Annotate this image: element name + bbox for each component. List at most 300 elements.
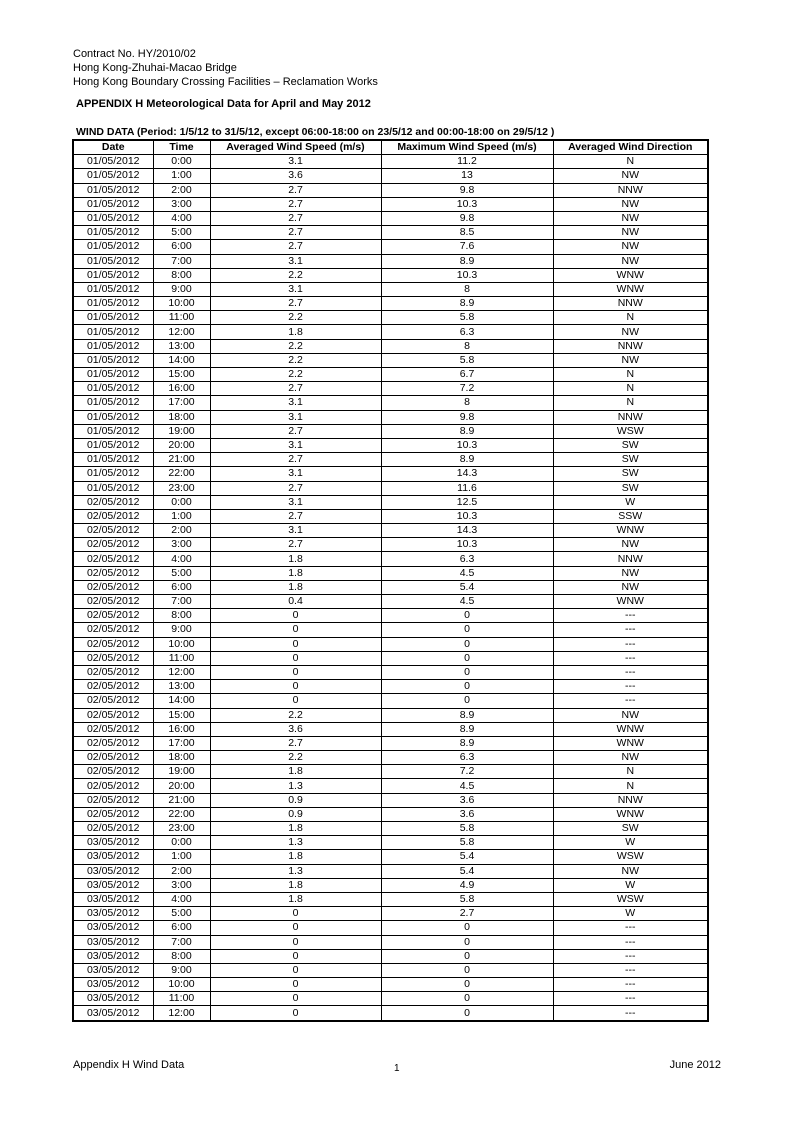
column-header-max-speed: Maximum Wind Speed (m/s) <box>381 140 553 155</box>
table-row <box>73 183 708 197</box>
date-cell: 01/05/2012 <box>73 197 153 211</box>
table-body <box>73 155 708 1021</box>
table-row <box>73 254 708 268</box>
date-cell: 01/05/2012 <box>73 282 153 296</box>
avg-speed-cell: 3.6 <box>210 169 381 183</box>
max-speed-cell: 8.5 <box>381 226 553 240</box>
date-cell: 03/05/2012 <box>73 992 153 1006</box>
max-speed-cell: 10.3 <box>381 538 553 552</box>
max-speed-cell: 9.8 <box>381 183 553 197</box>
table-row <box>73 509 708 523</box>
max-speed-cell: 0 <box>381 637 553 651</box>
date-cell: 03/05/2012 <box>73 935 153 949</box>
footer-left: Appendix H Wind Data <box>73 1059 185 1071</box>
date-cell: 02/05/2012 <box>73 708 153 722</box>
time-cell: 22:00 <box>153 467 210 481</box>
direction-cell: --- <box>553 623 708 637</box>
max-speed-cell: 8.9 <box>381 708 553 722</box>
date-cell: 01/05/2012 <box>73 339 153 353</box>
direction-cell: N <box>553 382 708 396</box>
max-speed-cell: 8 <box>381 282 553 296</box>
time-cell: 10:00 <box>153 978 210 992</box>
max-speed-cell: 7.2 <box>381 382 553 396</box>
max-speed-cell: 4.5 <box>381 566 553 580</box>
max-speed-cell: 5.8 <box>381 353 553 367</box>
table-row <box>73 339 708 353</box>
max-speed-cell: 3.6 <box>381 807 553 821</box>
direction-cell: WSW <box>553 424 708 438</box>
direction-cell: WNW <box>553 807 708 821</box>
max-speed-cell: 0 <box>381 680 553 694</box>
max-speed-cell: 8.9 <box>381 297 553 311</box>
date-cell: 01/05/2012 <box>73 325 153 339</box>
time-cell: 20:00 <box>153 438 210 452</box>
direction-cell: --- <box>553 978 708 992</box>
direction-cell: SW <box>553 438 708 452</box>
avg-speed-cell: 2.7 <box>210 382 381 396</box>
time-cell: 4:00 <box>153 211 210 225</box>
avg-speed-cell: 3.1 <box>210 467 381 481</box>
avg-speed-cell: 1.8 <box>210 566 381 580</box>
table-row <box>73 793 708 807</box>
avg-speed-cell: 0 <box>210 623 381 637</box>
table-row <box>73 566 708 580</box>
avg-speed-cell: 0 <box>210 651 381 665</box>
time-cell: 23:00 <box>153 481 210 495</box>
time-cell: 3:00 <box>153 878 210 892</box>
direction-cell: WNW <box>553 268 708 282</box>
time-cell: 7:00 <box>153 595 210 609</box>
max-speed-cell: 6.3 <box>381 751 553 765</box>
date-cell: 01/05/2012 <box>73 311 153 325</box>
time-cell: 12:00 <box>153 665 210 679</box>
time-cell: 21:00 <box>153 793 210 807</box>
avg-speed-cell: 3.1 <box>210 438 381 452</box>
direction-cell: SW <box>553 822 708 836</box>
date-cell: 02/05/2012 <box>73 793 153 807</box>
date-cell: 02/05/2012 <box>73 566 153 580</box>
direction-cell: WNW <box>553 595 708 609</box>
max-speed-cell: 8.9 <box>381 453 553 467</box>
date-cell: 03/05/2012 <box>73 836 153 850</box>
direction-cell: N <box>553 396 708 410</box>
avg-speed-cell: 1.8 <box>210 892 381 906</box>
avg-speed-cell: 3.1 <box>210 155 381 169</box>
date-cell: 02/05/2012 <box>73 765 153 779</box>
max-speed-cell: 7.6 <box>381 240 553 254</box>
direction-cell: SW <box>553 481 708 495</box>
date-cell: 03/05/2012 <box>73 978 153 992</box>
max-speed-cell: 6.3 <box>381 325 553 339</box>
date-cell: 01/05/2012 <box>73 169 153 183</box>
date-cell: 01/05/2012 <box>73 438 153 452</box>
time-cell: 2:00 <box>153 183 210 197</box>
time-cell: 5:00 <box>153 907 210 921</box>
table-row <box>73 807 708 821</box>
avg-speed-cell: 2.2 <box>210 268 381 282</box>
avg-speed-cell: 0 <box>210 609 381 623</box>
table-row <box>73 268 708 282</box>
date-cell: 01/05/2012 <box>73 183 153 197</box>
table-row <box>73 311 708 325</box>
date-cell: 01/05/2012 <box>73 297 153 311</box>
column-header-avg-speed: Averaged Wind Speed (m/s) <box>210 140 381 155</box>
time-cell: 21:00 <box>153 453 210 467</box>
table-row <box>73 963 708 977</box>
date-cell: 01/05/2012 <box>73 368 153 382</box>
time-cell: 17:00 <box>153 736 210 750</box>
avg-speed-cell: 1.8 <box>210 878 381 892</box>
direction-cell: NNW <box>553 410 708 424</box>
time-cell: 19:00 <box>153 765 210 779</box>
table-row <box>73 850 708 864</box>
time-cell: 9:00 <box>153 963 210 977</box>
max-speed-cell: 0 <box>381 609 553 623</box>
max-speed-cell: 0 <box>381 963 553 977</box>
page-number: 1 <box>394 1063 400 1074</box>
max-speed-cell: 9.8 <box>381 410 553 424</box>
max-speed-cell: 4.5 <box>381 779 553 793</box>
direction-cell: NW <box>553 226 708 240</box>
table-row <box>73 382 708 396</box>
date-cell: 02/05/2012 <box>73 580 153 594</box>
avg-speed-cell: 3.1 <box>210 495 381 509</box>
time-cell: 3:00 <box>153 538 210 552</box>
table-row <box>73 481 708 495</box>
time-cell: 7:00 <box>153 935 210 949</box>
direction-cell: --- <box>553 963 708 977</box>
table-row <box>73 992 708 1006</box>
direction-cell: NW <box>553 240 708 254</box>
table-row <box>73 907 708 921</box>
table-row <box>73 240 708 254</box>
direction-cell: --- <box>553 694 708 708</box>
date-cell: 02/05/2012 <box>73 538 153 552</box>
direction-cell: --- <box>553 637 708 651</box>
max-speed-cell: 9.8 <box>381 211 553 225</box>
direction-cell: N <box>553 368 708 382</box>
direction-cell: NNW <box>553 183 708 197</box>
direction-cell: NNW <box>553 552 708 566</box>
table-row <box>73 595 708 609</box>
avg-speed-cell: 2.7 <box>210 226 381 240</box>
time-cell: 14:00 <box>153 694 210 708</box>
date-cell: 02/05/2012 <box>73 822 153 836</box>
date-cell: 02/05/2012 <box>73 722 153 736</box>
wind-data-table <box>72 139 709 1022</box>
max-speed-cell: 6.3 <box>381 552 553 566</box>
date-cell: 01/05/2012 <box>73 481 153 495</box>
date-cell: 01/05/2012 <box>73 226 153 240</box>
max-speed-cell: 0 <box>381 921 553 935</box>
date-cell: 03/05/2012 <box>73 850 153 864</box>
max-speed-cell: 12.5 <box>381 495 553 509</box>
direction-cell: N <box>553 765 708 779</box>
max-speed-cell: 8.9 <box>381 424 553 438</box>
table-row <box>73 1006 708 1021</box>
max-speed-cell: 8 <box>381 396 553 410</box>
avg-speed-cell: 2.7 <box>210 481 381 495</box>
table-row <box>73 935 708 949</box>
table-row <box>73 978 708 992</box>
direction-cell: WNW <box>553 722 708 736</box>
avg-speed-cell: 0 <box>210 680 381 694</box>
date-cell: 01/05/2012 <box>73 155 153 169</box>
avg-speed-cell: 0 <box>210 665 381 679</box>
date-cell: 03/05/2012 <box>73 949 153 963</box>
date-cell: 01/05/2012 <box>73 396 153 410</box>
table-row <box>73 609 708 623</box>
max-speed-cell: 0 <box>381 949 553 963</box>
date-cell: 01/05/2012 <box>73 424 153 438</box>
time-cell: 2:00 <box>153 864 210 878</box>
time-cell: 10:00 <box>153 297 210 311</box>
avg-speed-cell: 0 <box>210 694 381 708</box>
table-row <box>73 878 708 892</box>
date-cell: 03/05/2012 <box>73 864 153 878</box>
time-cell: 1:00 <box>153 169 210 183</box>
table-row <box>73 736 708 750</box>
time-cell: 12:00 <box>153 1006 210 1021</box>
max-speed-cell: 14.3 <box>381 467 553 481</box>
date-cell: 02/05/2012 <box>73 509 153 523</box>
direction-cell: --- <box>553 949 708 963</box>
direction-cell: N <box>553 779 708 793</box>
avg-speed-cell: 3.1 <box>210 524 381 538</box>
time-cell: 9:00 <box>153 623 210 637</box>
time-cell: 20:00 <box>153 779 210 793</box>
max-speed-cell: 5.8 <box>381 892 553 906</box>
max-speed-cell: 10.3 <box>381 509 553 523</box>
time-cell: 1:00 <box>153 850 210 864</box>
time-cell: 16:00 <box>153 382 210 396</box>
table-row <box>73 282 708 296</box>
project-name: Hong Kong-Zhuhai-Macao Bridge <box>73 62 237 74</box>
direction-cell: N <box>553 311 708 325</box>
direction-cell: --- <box>553 609 708 623</box>
direction-cell: --- <box>553 921 708 935</box>
max-speed-cell: 8.9 <box>381 254 553 268</box>
table-row <box>73 325 708 339</box>
avg-speed-cell: 3.1 <box>210 396 381 410</box>
date-cell: 01/05/2012 <box>73 353 153 367</box>
date-cell: 02/05/2012 <box>73 665 153 679</box>
max-speed-cell: 8.9 <box>381 722 553 736</box>
direction-cell: WNW <box>553 524 708 538</box>
table-row <box>73 651 708 665</box>
direction-cell: N <box>553 155 708 169</box>
direction-cell: NW <box>553 353 708 367</box>
table-row <box>73 892 708 906</box>
direction-cell: WNW <box>553 736 708 750</box>
max-speed-cell: 5.4 <box>381 580 553 594</box>
avg-speed-cell: 0.9 <box>210 793 381 807</box>
time-cell: 1:00 <box>153 509 210 523</box>
time-cell: 5:00 <box>153 566 210 580</box>
time-cell: 22:00 <box>153 807 210 821</box>
table-row <box>73 836 708 850</box>
table-row <box>73 453 708 467</box>
direction-cell: --- <box>553 992 708 1006</box>
max-speed-cell: 2.7 <box>381 907 553 921</box>
time-cell: 8:00 <box>153 949 210 963</box>
max-speed-cell: 11.2 <box>381 155 553 169</box>
date-cell: 02/05/2012 <box>73 694 153 708</box>
direction-cell: NW <box>553 708 708 722</box>
table-row <box>73 580 708 594</box>
avg-speed-cell: 1.3 <box>210 836 381 850</box>
date-cell: 02/05/2012 <box>73 495 153 509</box>
time-cell: 14:00 <box>153 353 210 367</box>
table-row <box>73 410 708 424</box>
direction-cell: W <box>553 878 708 892</box>
time-cell: 11:00 <box>153 992 210 1006</box>
table-row <box>73 424 708 438</box>
date-cell: 02/05/2012 <box>73 637 153 651</box>
time-cell: 0:00 <box>153 495 210 509</box>
avg-speed-cell: 3.1 <box>210 282 381 296</box>
direction-cell: SW <box>553 467 708 481</box>
table-row <box>73 169 708 183</box>
table-row <box>73 552 708 566</box>
direction-cell: SW <box>553 453 708 467</box>
time-cell: 2:00 <box>153 524 210 538</box>
date-cell: 01/05/2012 <box>73 467 153 481</box>
direction-cell: NNW <box>553 339 708 353</box>
max-speed-cell: 3.6 <box>381 793 553 807</box>
date-cell: 02/05/2012 <box>73 751 153 765</box>
avg-speed-cell: 0 <box>210 921 381 935</box>
time-cell: 15:00 <box>153 708 210 722</box>
table-row <box>73 921 708 935</box>
table-row <box>73 226 708 240</box>
time-cell: 6:00 <box>153 921 210 935</box>
max-speed-cell: 10.3 <box>381 197 553 211</box>
time-cell: 13:00 <box>153 680 210 694</box>
table-row <box>73 524 708 538</box>
max-speed-cell: 5.8 <box>381 311 553 325</box>
avg-speed-cell: 2.7 <box>210 197 381 211</box>
avg-speed-cell: 2.7 <box>210 453 381 467</box>
direction-cell: --- <box>553 1006 708 1021</box>
date-cell: 02/05/2012 <box>73 680 153 694</box>
time-cell: 7:00 <box>153 254 210 268</box>
time-cell: 11:00 <box>153 651 210 665</box>
date-cell: 03/05/2012 <box>73 921 153 935</box>
date-cell: 03/05/2012 <box>73 963 153 977</box>
time-cell: 16:00 <box>153 722 210 736</box>
avg-speed-cell: 2.7 <box>210 538 381 552</box>
time-cell: 11:00 <box>153 311 210 325</box>
date-cell: 01/05/2012 <box>73 240 153 254</box>
avg-speed-cell: 0 <box>210 992 381 1006</box>
max-speed-cell: 11.6 <box>381 481 553 495</box>
max-speed-cell: 10.3 <box>381 438 553 452</box>
direction-cell: WNW <box>553 282 708 296</box>
direction-cell: NW <box>553 580 708 594</box>
avg-speed-cell: 0 <box>210 963 381 977</box>
date-cell: 03/05/2012 <box>73 907 153 921</box>
table-row <box>73 665 708 679</box>
time-cell: 0:00 <box>153 836 210 850</box>
max-speed-cell: 6.7 <box>381 368 553 382</box>
max-speed-cell: 0 <box>381 623 553 637</box>
time-cell: 3:00 <box>153 197 210 211</box>
direction-cell: WSW <box>553 850 708 864</box>
max-speed-cell: 5.8 <box>381 836 553 850</box>
direction-cell: W <box>553 836 708 850</box>
direction-cell: W <box>553 907 708 921</box>
time-cell: 8:00 <box>153 609 210 623</box>
contract-number: Contract No. HY/2010/02 <box>73 48 196 60</box>
table-row <box>73 708 708 722</box>
date-cell: 02/05/2012 <box>73 595 153 609</box>
avg-speed-cell: 2.7 <box>210 424 381 438</box>
appendix-title: APPENDIX H Meteorological Data for April and May 2012 <box>76 98 371 110</box>
table-row <box>73 779 708 793</box>
table-row <box>73 467 708 481</box>
table-row <box>73 680 708 694</box>
date-cell: 01/05/2012 <box>73 268 153 282</box>
avg-speed-cell: 1.8 <box>210 580 381 594</box>
avg-speed-cell: 2.7 <box>210 736 381 750</box>
avg-speed-cell: 0 <box>210 1006 381 1021</box>
date-cell: 03/05/2012 <box>73 892 153 906</box>
direction-cell: --- <box>553 680 708 694</box>
time-cell: 17:00 <box>153 396 210 410</box>
time-cell: 23:00 <box>153 822 210 836</box>
max-speed-cell: 0 <box>381 1006 553 1021</box>
avg-speed-cell: 2.2 <box>210 368 381 382</box>
direction-cell: NW <box>553 169 708 183</box>
direction-cell: NW <box>553 566 708 580</box>
date-cell: 02/05/2012 <box>73 552 153 566</box>
avg-speed-cell: 0 <box>210 978 381 992</box>
max-speed-cell: 5.8 <box>381 822 553 836</box>
time-cell: 10:00 <box>153 637 210 651</box>
direction-cell: NNW <box>553 793 708 807</box>
date-cell: 03/05/2012 <box>73 878 153 892</box>
date-cell: 02/05/2012 <box>73 524 153 538</box>
table-row <box>73 211 708 225</box>
time-cell: 18:00 <box>153 410 210 424</box>
table-row <box>73 538 708 552</box>
avg-speed-cell: 2.7 <box>210 183 381 197</box>
max-speed-cell: 0 <box>381 694 553 708</box>
time-cell: 8:00 <box>153 268 210 282</box>
max-speed-cell: 4.5 <box>381 595 553 609</box>
time-cell: 4:00 <box>153 552 210 566</box>
direction-cell: W <box>553 495 708 509</box>
max-speed-cell: 0 <box>381 651 553 665</box>
direction-cell: NW <box>553 864 708 878</box>
table-row <box>73 637 708 651</box>
table-row <box>73 297 708 311</box>
avg-speed-cell: 2.7 <box>210 509 381 523</box>
avg-speed-cell: 2.2 <box>210 311 381 325</box>
time-cell: 6:00 <box>153 240 210 254</box>
table-row <box>73 353 708 367</box>
time-cell: 13:00 <box>153 339 210 353</box>
project-subtitle: Hong Kong Boundary Crossing Facilities – Reclamation Works <box>73 76 378 88</box>
avg-speed-cell: 2.2 <box>210 339 381 353</box>
direction-cell: WSW <box>553 892 708 906</box>
date-cell: 01/05/2012 <box>73 382 153 396</box>
avg-speed-cell: 2.7 <box>210 211 381 225</box>
date-cell: 02/05/2012 <box>73 736 153 750</box>
table-row <box>73 822 708 836</box>
direction-cell: --- <box>553 665 708 679</box>
